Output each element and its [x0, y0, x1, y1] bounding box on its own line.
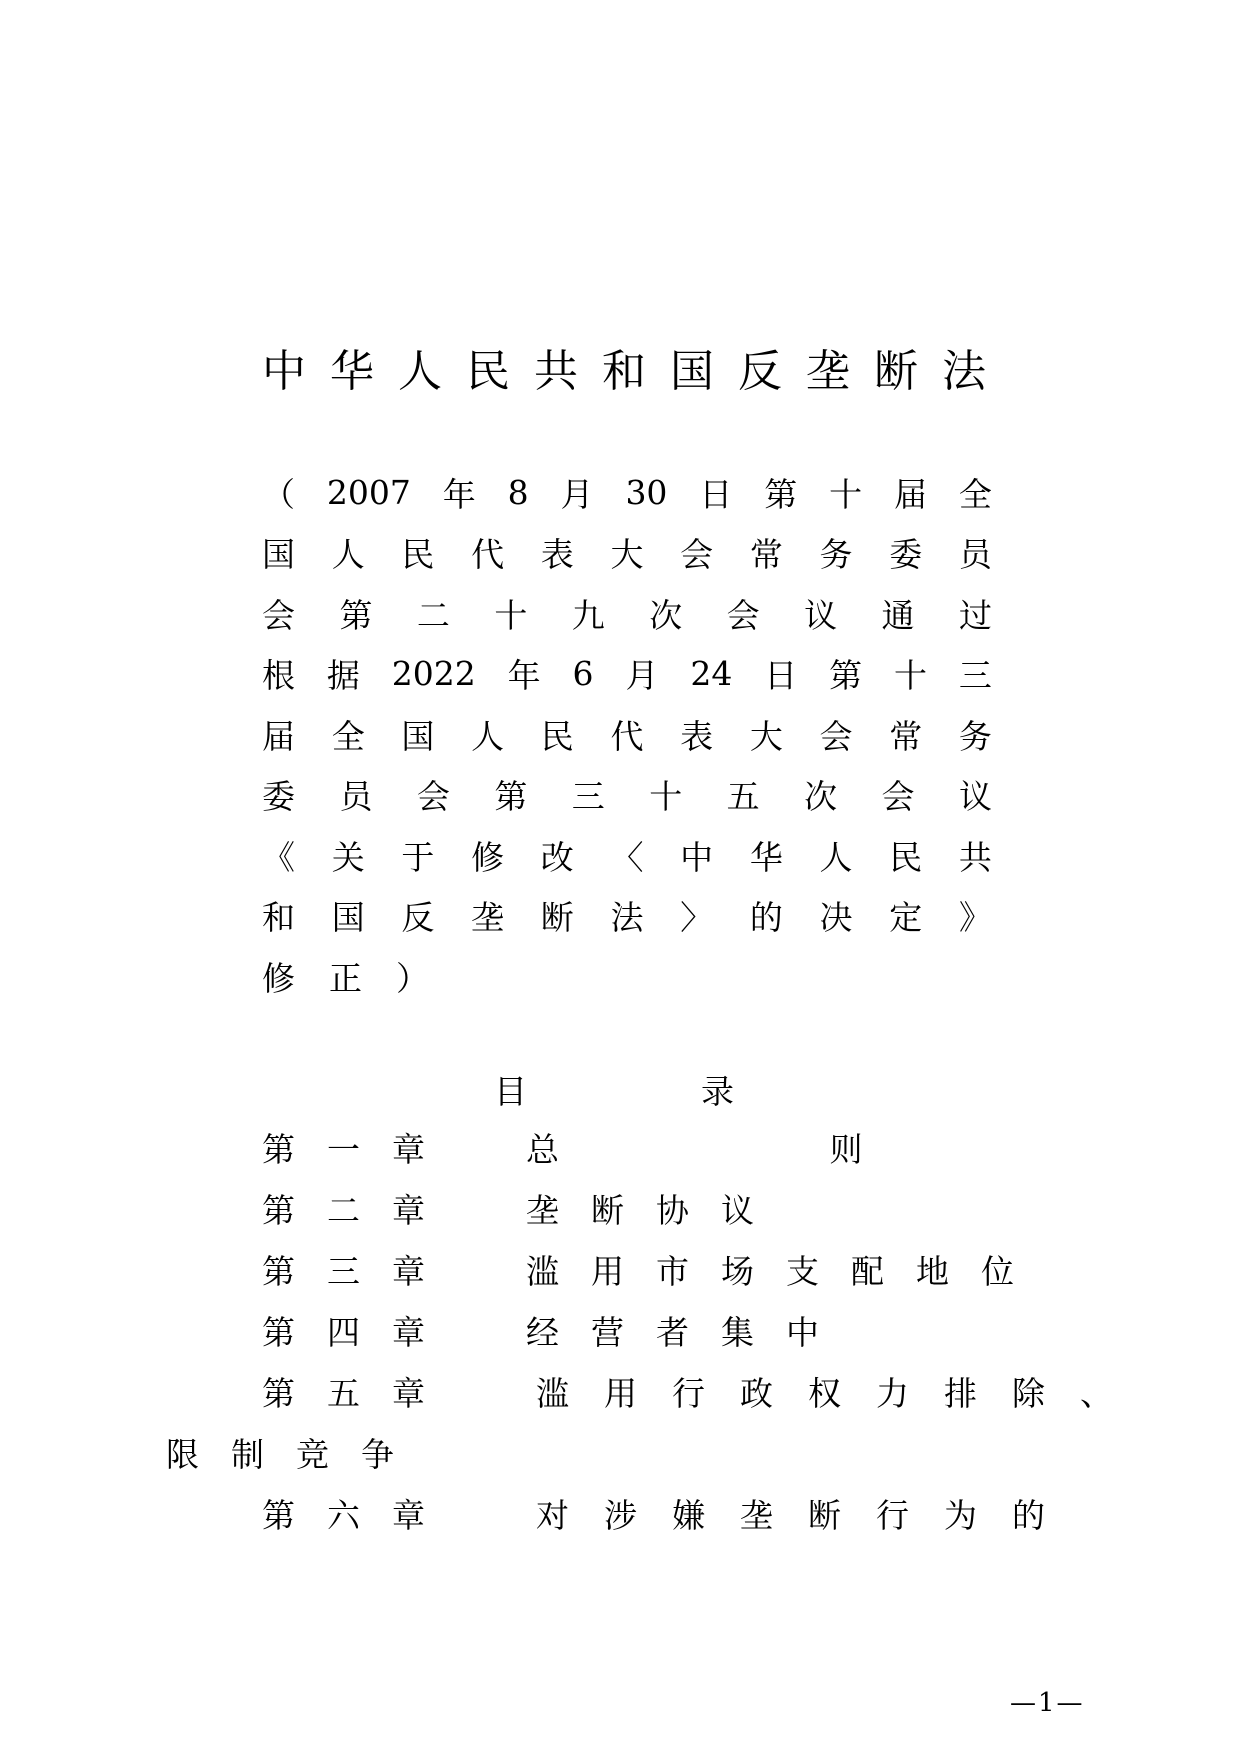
preamble-token: 月: [625, 656, 659, 696]
preamble-token: 通: [881, 595, 915, 635]
preamble-line: [262, 462, 992, 523]
preamble-token: 代: [610, 716, 644, 756]
preamble-token: 会: [819, 716, 853, 756]
preamble-line: [262, 886, 992, 947]
preamble-token: 根: [262, 656, 295, 696]
preamble-line: [262, 946, 992, 1007]
preamble-token: 〈: [610, 837, 644, 877]
preamble-token: 务: [958, 716, 992, 756]
preamble-token: 垄: [471, 898, 505, 938]
preamble-token: 年: [507, 656, 541, 696]
preamble-token: 修: [262, 958, 295, 998]
toc-chapter-title: 对涉嫌垄断行为的: [536, 1495, 1080, 1535]
preamble-line: [262, 765, 992, 826]
preamble-token: ）: [396, 958, 429, 998]
preamble-token: 会: [680, 535, 714, 575]
toc-chapter-title-continuation: 限制竞争: [166, 1434, 426, 1474]
preamble-token: 表: [540, 535, 574, 575]
preamble-line: [262, 644, 992, 705]
toc-chapter-title: 滥用行政权力排除、: [536, 1373, 1148, 1413]
preamble-token: 国: [262, 535, 295, 575]
toc-chapter-number: 第二章: [262, 1190, 457, 1230]
preamble-token: 华: [749, 837, 783, 877]
preamble-token: 》: [958, 898, 992, 938]
preamble-token: 中: [680, 837, 714, 877]
toc-chapter-title: 垄断协议: [526, 1190, 786, 1230]
preamble-token: 的: [749, 898, 783, 938]
preamble-token: 届: [894, 474, 927, 514]
preamble-token: 会: [262, 595, 295, 635]
preamble-token: 反: [401, 898, 435, 938]
preamble: [262, 462, 992, 1007]
toc-chapter-title: 滥用市场支配地位: [526, 1251, 1046, 1291]
preamble-token: 国: [331, 898, 365, 938]
preamble-token: 届: [262, 716, 295, 756]
preamble-token: 第: [829, 656, 863, 696]
preamble-token: 〉: [680, 898, 714, 938]
preamble-token: 十: [894, 656, 927, 696]
preamble-token: 大: [610, 535, 644, 575]
preamble-token: 关: [331, 837, 365, 877]
preamble-token: 过: [958, 595, 992, 635]
preamble-token: 24: [690, 654, 733, 694]
preamble-token: 日: [699, 474, 733, 514]
toc-chapter-number: 第六章: [262, 1495, 457, 1535]
preamble-token: 委: [889, 535, 923, 575]
preamble-token: 改: [540, 837, 574, 877]
preamble-token: 民: [889, 837, 923, 877]
preamble-token: 《: [262, 837, 295, 877]
preamble-token: 6: [572, 654, 594, 694]
toc-heading-char: 录: [701, 1071, 734, 1111]
preamble-token: 五: [726, 777, 760, 817]
preamble-token: 断: [540, 898, 574, 938]
toc-chapter-number: 第三章: [262, 1251, 457, 1291]
preamble-token: 委: [262, 777, 295, 817]
preamble-token: 8: [507, 472, 529, 512]
preamble-token: 修: [471, 837, 505, 877]
preamble-token: 表: [680, 716, 714, 756]
preamble-token: 九: [571, 595, 605, 635]
preamble-token: 第: [494, 777, 528, 817]
preamble-token: 法: [610, 898, 644, 938]
preamble-token: 正: [329, 958, 362, 998]
preamble-token: 于: [401, 837, 435, 877]
preamble-token: 会: [881, 777, 915, 817]
preamble-token: 代: [471, 535, 505, 575]
preamble-token: 第: [339, 595, 373, 635]
preamble-token: 国: [401, 716, 435, 756]
preamble-line: [262, 523, 992, 584]
preamble-token: 常: [749, 535, 783, 575]
preamble-token: 务: [819, 535, 853, 575]
preamble-line: [262, 583, 992, 644]
preamble-token: 次: [649, 595, 683, 635]
toc-chapter-number: 第一章: [262, 1129, 457, 1169]
preamble-token: 全: [331, 716, 365, 756]
preamble-token: 议: [958, 777, 992, 817]
preamble-token: 年: [442, 474, 476, 514]
preamble-token: 人: [331, 535, 365, 575]
preamble-token: 会: [416, 777, 450, 817]
preamble-line: [262, 825, 992, 886]
preamble-token: 日: [764, 656, 798, 696]
preamble-token: 全: [958, 474, 992, 514]
preamble-token: 据: [326, 656, 360, 696]
preamble-token: 十: [649, 777, 683, 817]
preamble-token: 人: [471, 716, 505, 756]
preamble-token: 常: [889, 716, 923, 756]
toc-chapter-title: 经营者集中: [526, 1312, 851, 1352]
page-number: —1—: [1010, 1688, 1085, 1718]
preamble-token: 二: [416, 595, 450, 635]
preamble-token: 月: [560, 474, 594, 514]
toc-chapter-number: 第五章: [262, 1373, 457, 1413]
preamble-token: 员: [958, 535, 992, 575]
preamble-token: 员: [339, 777, 373, 817]
preamble-token: 和: [262, 898, 295, 938]
toc-heading: [494, 1064, 734, 1114]
preamble-token: 十: [829, 474, 863, 514]
preamble-token: 第: [764, 474, 798, 514]
preamble-token: 共: [958, 837, 992, 877]
preamble-token: 议: [804, 595, 838, 635]
toc-chapter-number: 第四章: [262, 1312, 457, 1352]
preamble-token: 三: [958, 656, 992, 696]
toc-chapter-title: 总 则: [526, 1129, 993, 1169]
toc-heading-char: 目: [494, 1071, 527, 1111]
preamble-token: 次: [804, 777, 838, 817]
preamble-token: 人: [819, 837, 853, 877]
preamble-token: 三: [571, 777, 605, 817]
preamble-token: 民: [540, 716, 574, 756]
preamble-token: 30: [625, 472, 668, 512]
preamble-token: 定: [889, 898, 923, 938]
preamble-token: 十: [494, 595, 528, 635]
preamble-token: （: [262, 474, 295, 514]
preamble-token: 2007: [326, 472, 411, 512]
document-title: 中华人民共和国反垄断法: [262, 346, 1010, 397]
preamble-token: 民: [401, 535, 435, 575]
preamble-token: 2022: [391, 654, 476, 694]
preamble-line: [262, 704, 992, 765]
preamble-token: 决: [819, 898, 853, 938]
preamble-token: 会: [726, 595, 760, 635]
preamble-token: 大: [749, 716, 783, 756]
